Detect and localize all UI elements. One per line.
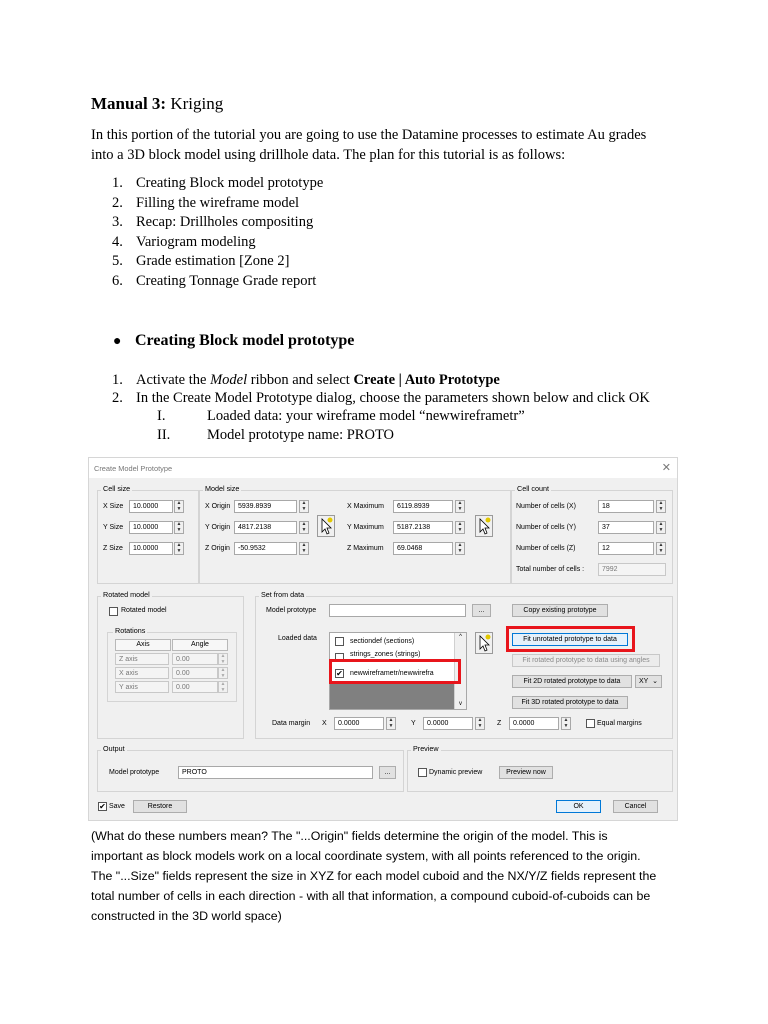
plan-list xyxy=(112,174,323,291)
rotated-model-checkbox-label: Rotated model xyxy=(121,607,167,614)
x-maximum-spinner[interactable]: ▲ ▼ xyxy=(455,500,465,513)
z-maximum-spinner[interactable]: ▲ ▼ xyxy=(455,542,465,555)
loaded-item-3[interactable]: newwireframetr/newwirefra xyxy=(350,670,434,677)
cell-size-label: Cell size xyxy=(103,484,131,493)
save-checkbox[interactable]: ✔ xyxy=(99,802,106,811)
margin-z-input[interactable]: 0.0000 xyxy=(509,717,559,730)
cells-y-label: Number of cells (Y) xyxy=(516,524,576,531)
close-icon[interactable]: ✕ xyxy=(661,462,671,474)
intro-line-1: In this portion of the tutorial you are going to use the Datamine processes to estimate Au grades xyxy=(91,127,647,143)
section-title: Creating Block model prototype xyxy=(135,332,355,349)
bullet-icon: ● xyxy=(113,334,122,349)
z-origin-input[interactable]: -50.9532 xyxy=(234,542,297,555)
step-1: 1. Activate the Model ribbon and select Create | Auto Prototype xyxy=(112,372,500,388)
x-origin-label: X Origin xyxy=(205,503,231,510)
highlight-fit-unrotated xyxy=(506,626,635,652)
document-title xyxy=(91,94,223,114)
output-browse-button[interactable]: ... xyxy=(379,766,396,779)
margin-y-spinner[interactable]: ▲ ▼ xyxy=(475,717,485,730)
x-size-input[interactable]: 10.0000 xyxy=(129,500,173,513)
equal-margins-checkbox[interactable] xyxy=(586,719,595,728)
dynamic-preview-checkbox[interactable] xyxy=(418,768,427,777)
loaded-item-3-checkbox[interactable]: ✔ xyxy=(336,669,343,678)
margin-x-label: X xyxy=(322,720,327,727)
y-origin-input[interactable]: 4817.2138 xyxy=(234,521,297,534)
z-maximum-input[interactable]: 69.0468 xyxy=(393,542,453,555)
cell-count-label: Cell count xyxy=(517,484,549,493)
note-line: total number of cells in each direction - with all that information, a compound cuboid-of-cuboids can be xyxy=(91,889,651,903)
loaded-item-1[interactable]: sectiondef (sections) xyxy=(350,638,415,645)
rotation-axis-3: Y axis xyxy=(115,681,169,693)
output-prototype-input[interactable]: PROTO xyxy=(178,766,373,779)
dialog-title: Create Model Prototype xyxy=(94,464,173,473)
data-margin-label: Data margin xyxy=(272,720,311,727)
margin-z-spinner[interactable]: ▲ ▼ xyxy=(561,717,571,730)
margin-y-label: Y xyxy=(411,720,416,727)
z-origin-label: Z Origin xyxy=(205,545,230,552)
rotation-axis-2: X axis xyxy=(115,667,169,679)
margin-x-spinner[interactable]: ▲ ▼ xyxy=(386,717,396,730)
chevron-down-icon: ⌄ xyxy=(652,678,658,685)
highlight-loaded-item xyxy=(329,659,461,684)
y-size-label: Y Size xyxy=(103,524,124,531)
rotation-angle-2: 0.00 xyxy=(172,667,218,679)
plan-item: 6. Creating Tonnage Grade report xyxy=(112,272,317,289)
x-maximum-label: X Maximum xyxy=(347,503,384,510)
cancel-button[interactable]: Cancel xyxy=(613,800,658,813)
y-size-input[interactable]: 10.0000 xyxy=(129,521,173,534)
y-maximum-label: Y Maximum xyxy=(347,524,384,531)
x-size-label: X Size xyxy=(103,503,124,510)
y-origin-label: Y Origin xyxy=(205,524,231,531)
rotated-model-checkbox[interactable] xyxy=(109,607,118,616)
pick-origin-icon[interactable] xyxy=(317,515,335,537)
set-prototype-label: Model prototype xyxy=(266,607,317,614)
z-origin-spinner[interactable]: ▲ ▼ xyxy=(299,542,309,555)
rotation-angle-3-spinner: ▲ ▼ xyxy=(218,681,228,693)
y-maximum-spinner[interactable]: ▲ ▼ xyxy=(455,521,465,534)
cells-x-input[interactable]: 18 xyxy=(598,500,654,513)
angle-column-header: Angle xyxy=(172,639,228,651)
output-prototype-label: Model prototype xyxy=(109,769,160,776)
x-maximum-input[interactable]: 6119.8939 xyxy=(393,500,453,513)
substep-1: I. Loaded data: your wireframe model “newwireframetr” xyxy=(157,408,525,424)
output-label: Output xyxy=(103,744,125,753)
loaded-item-1-checkbox[interactable] xyxy=(335,637,344,646)
total-cells-label: Total number of cells : xyxy=(516,566,585,573)
fit-3d-rotated-button[interactable]: Fit 3D rotated prototype to data xyxy=(512,696,628,709)
plan-item: 5. Grade estimation [Zone 2] xyxy=(112,253,290,269)
note-line: The "...Size" fields represent the size in XYZ for each model cuboid and the NX/Y/Z fields represent the xyxy=(91,869,657,883)
x-origin-input[interactable]: 5939.8939 xyxy=(234,500,297,513)
set-from-data-label: Set from data xyxy=(261,590,305,599)
dialog-titlebar xyxy=(89,458,677,478)
y-maximum-input[interactable]: 5187.2138 xyxy=(393,521,453,534)
cells-y-input[interactable]: 37 xyxy=(598,521,654,534)
save-label: Save xyxy=(109,803,125,810)
total-cells-value: 7992 xyxy=(598,563,666,576)
z-size-input[interactable]: 10.0000 xyxy=(129,542,173,555)
preview-now-button[interactable]: Preview now xyxy=(499,766,553,779)
set-prototype-browse-button[interactable]: ... xyxy=(472,604,491,617)
z-maximum-label: Z Maximum xyxy=(347,545,384,552)
fit-rotated-button: Fit rotated prototype to data using angles xyxy=(512,654,660,667)
cells-z-label: Number of cells (Z) xyxy=(516,545,576,552)
loaded-item-2[interactable]: strings_zones (strings) xyxy=(350,651,421,658)
note-line: (What do these numbers mean? The "...Origin" fields determine the origin of the model. This is xyxy=(91,829,608,843)
y-size-spinner[interactable]: ▲ ▼ xyxy=(174,521,184,534)
plan-item: 4. Variogram modeling xyxy=(112,233,256,250)
axis-column-header: Axis xyxy=(115,639,171,651)
set-prototype-input[interactable] xyxy=(329,604,466,617)
dynamic-preview-label: Dynamic preview xyxy=(429,769,483,776)
x-origin-spinner[interactable]: ▲ ▼ xyxy=(299,500,309,513)
margin-y-input[interactable]: 0.0000 xyxy=(423,717,473,730)
cells-x-spinner[interactable]: ▲ ▼ xyxy=(656,500,666,513)
cells-x-label: Number of cells (X) xyxy=(516,503,576,510)
rotation-angle-1: 0.00 xyxy=(172,653,218,665)
note-line: constructed in the 3D world space) xyxy=(91,909,282,923)
plan-item: 3. Recap: Drillholes compositing xyxy=(112,214,314,230)
margin-x-input[interactable]: 0.0000 xyxy=(334,717,384,730)
margin-z-label: Z xyxy=(497,720,502,727)
model-size-label: Model size xyxy=(205,484,240,493)
y-origin-spinner[interactable]: ▲ ▼ xyxy=(299,521,309,534)
section-heading xyxy=(113,332,354,350)
create-model-prototype-dialog xyxy=(88,457,678,821)
cells-y-spinner[interactable]: ▲ ▼ xyxy=(656,521,666,534)
substep-2: II. Model prototype name: PROTO xyxy=(157,427,395,443)
z-size-label: Z Size xyxy=(103,545,123,552)
rotation-angle-3: 0.00 xyxy=(172,681,218,693)
plane-select-value: XY xyxy=(639,678,649,685)
fit-unrotated-button[interactable]: Fit unrotated prototype to data xyxy=(512,633,628,646)
fit-2d-rotated-button[interactable]: Fit 2D rotated prototype to data xyxy=(512,675,632,688)
rotation-angle-2-spinner: ▲ ▼ xyxy=(218,667,228,679)
loaded-data-label: Loaded data xyxy=(278,635,317,642)
loaded-data-scrollbar[interactable]: ^ v xyxy=(454,633,466,709)
rotations-label: Rotations xyxy=(115,626,146,635)
equal-margins-label: Equal margins xyxy=(597,720,642,727)
copy-existing-prototype-button[interactable]: Copy existing prototype xyxy=(512,604,608,617)
restore-button[interactable]: Restore xyxy=(133,800,187,813)
plan-item: 1. Creating Block model prototype xyxy=(112,175,324,191)
pick-data-icon[interactable] xyxy=(475,632,493,654)
title-prefix: Manual 3: xyxy=(91,94,167,113)
plane-select[interactable] xyxy=(635,675,662,688)
preview-label: Preview xyxy=(413,744,439,753)
plan-item: 2. Filling the wireframe model xyxy=(112,194,300,211)
rotated-model-label: Rotated model xyxy=(103,590,150,599)
explanation-note xyxy=(91,826,691,926)
rotation-axis-1: Z axis xyxy=(115,653,169,665)
cells-z-input[interactable]: 12 xyxy=(598,542,654,555)
x-size-spinner[interactable]: ▲ ▼ xyxy=(174,500,184,513)
z-size-spinner[interactable]: ▲ ▼ xyxy=(174,542,184,555)
cells-z-spinner[interactable]: ▲ ▼ xyxy=(656,542,666,555)
rotation-angle-1-spinner: ▲ ▼ xyxy=(218,653,228,665)
note-line: important as block models work on a local coordinate system, with all points referenced to the origin. xyxy=(91,849,641,863)
ok-button[interactable]: OK xyxy=(556,800,601,813)
intro-line-2: into a 3D block model using drillhole data. The plan for this tutorial is as follows: xyxy=(91,147,566,163)
step-2: 2. In the Create Model Prototype dialog, choose the parameters shown below and click OK xyxy=(112,390,650,406)
title-subject: Kriging xyxy=(166,94,224,113)
pick-maximum-icon[interactable] xyxy=(475,515,493,537)
